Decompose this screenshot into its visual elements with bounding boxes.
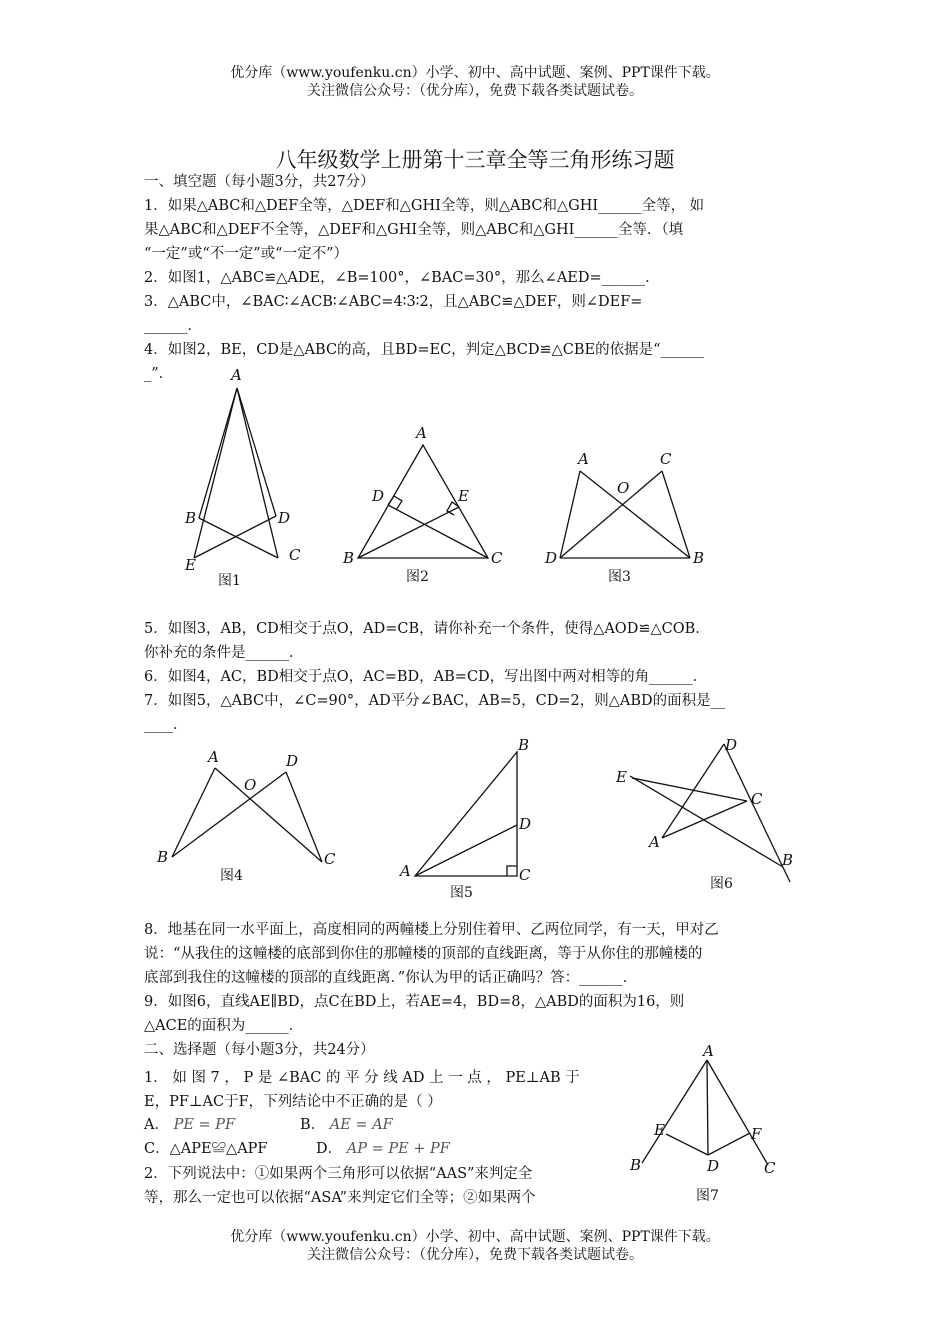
fig6-label-D: D	[725, 736, 738, 754]
fig5-caption: 图5	[450, 885, 473, 901]
figure-6	[610, 730, 810, 900]
q8-line-3: 底部到我住的这幢楼的顶部的直线距离．”你认为甲的话正确吗？答：______．	[144, 970, 638, 986]
fig7-caption: 图7	[696, 1188, 719, 1204]
fig4-line-DC	[286, 772, 322, 862]
fig4-label-D: D	[286, 752, 299, 770]
figure-7	[620, 1040, 800, 1210]
figure-1	[170, 362, 330, 592]
section2-q2	[144, 1162, 618, 1210]
fig2-caption: 图2	[406, 569, 429, 585]
fig3-line-CB	[662, 471, 690, 558]
s2-q2-line-1: 2．下列说法中：①如果两个三角形可以依据“AAS”来判定全	[144, 1166, 533, 1182]
fig1-label-E: E	[185, 556, 196, 574]
option-c: C．△APE≌△APF	[144, 1141, 268, 1157]
fig6-label-B: B	[782, 851, 794, 869]
q9-line-1: 9．如图6，直线AE∥BD，点C在BD上，若AE=4，BD=8，△ABD的面积为16，则	[144, 994, 685, 1010]
option-d-expr: AP = PE + PF	[346, 1141, 450, 1157]
fig4-label-B: B	[157, 848, 169, 866]
q7-line-1: 7．如图5，△ABC中，∠C=90°，AD平分∠BAC，AB=5，CD=2，则△ABD的面积是__	[144, 693, 726, 709]
option-d-label: D．	[316, 1141, 343, 1157]
fig1-caption: 图1	[218, 573, 241, 589]
option-d	[316, 1138, 450, 1160]
section1-block-b	[144, 617, 808, 737]
fig3-caption: 图3	[608, 569, 631, 585]
fig1-line-AD	[237, 388, 276, 516]
s2-q2-line-2: 等，那么一定也可以依据“ASA”来判定它们全等；②如果两个	[144, 1190, 536, 1206]
option-a-expr: PE = PF	[173, 1117, 236, 1133]
fig6-label-C: C	[751, 790, 763, 808]
fig4-label-O: O	[244, 776, 257, 794]
figure-2	[338, 420, 518, 590]
fig7-line-AD	[707, 1060, 708, 1155]
fig3-label-D: D	[545, 549, 558, 567]
fig6-label-A: A	[649, 833, 660, 851]
fig2-label-A: A	[416, 424, 427, 442]
s2-q1-line-1: 1． 如 图 7 ， P 是 ∠BAC 的 平 分 线 AD 上 一 点 ， PE⊥AB 于	[144, 1070, 580, 1086]
fig7-label-B: B	[630, 1156, 642, 1174]
fig7-line-AB	[642, 1060, 707, 1163]
option-a-label: A．	[144, 1117, 169, 1133]
q4-line-1: 4．如图2，BE，CD是△ABC的高，且BD=EC，判定△BCD≌△CBE的依据是“______	[144, 342, 705, 358]
option-b-label: B．	[300, 1117, 326, 1133]
figure-5	[395, 730, 555, 905]
fig3-label-C: C	[660, 450, 672, 468]
fig1-label-A: A	[231, 366, 242, 384]
figure-3	[540, 446, 720, 591]
fig6-label-E: E	[616, 768, 627, 786]
header-line-2: 关注微信公众号：（优分库），免费下载各类试题试卷。	[307, 83, 643, 99]
q5-line-2: 你补充的条件是______．	[144, 645, 304, 661]
fig3-line-AD	[560, 471, 580, 558]
fig3-label-B: B	[693, 549, 705, 567]
fig6-caption: 图6	[710, 876, 733, 892]
fig5-label-A: A	[400, 862, 411, 880]
fig4-label-C: C	[324, 850, 336, 868]
q7-line-2: ____．	[144, 717, 188, 733]
section1-heading: 一、填空题（每小题3分，共27分）	[144, 174, 375, 190]
q3-line-1: 3．△ABC中，∠BAC∶∠ACB∶∠ABC=4∶3∶2，且△ABC≌△DEF，则∠DEF=	[144, 294, 643, 310]
fig5-label-C: C	[519, 866, 531, 884]
fig7-label-D: D	[707, 1157, 720, 1175]
fig4-line-AB	[172, 768, 215, 857]
q5-line-1: 5．如图3，AB，CD相交于点O，AD=CB，请你补充一个条件，使得△AOD≌△COB．	[144, 621, 710, 637]
option-b-expr: AE = AF	[329, 1117, 393, 1133]
figure-4	[150, 740, 350, 890]
fig1-label-D: D	[278, 509, 291, 527]
q9-line-2: △ACE的面积为______．	[144, 1018, 304, 1034]
fig3-label-A: A	[578, 450, 589, 468]
fig7-label-A: A	[703, 1042, 714, 1060]
q8-line-2: 说：“从我住的这幢楼的底部到你住的那幢楼的顶部的直线距离，等于从你住的那幢楼的	[144, 946, 703, 962]
fig1-line-AB	[199, 388, 237, 518]
fig5-line-AD	[415, 825, 517, 876]
page-title: 八年级数学上册第十三章全等三角形练习题	[275, 148, 675, 172]
fig6-line-BD	[724, 744, 790, 882]
page-footer	[0, 1228, 950, 1264]
fig7-label-E: E	[654, 1121, 665, 1139]
fig5-triangle-ABC	[415, 752, 517, 876]
fig3-line-CD	[560, 471, 662, 558]
s2-q1-line-2: E，PF⊥AC于F，下列结论中不正确的是（ ）	[144, 1094, 442, 1110]
footer-line-1: 优分库（www.youfenku.cn）小学、初中、高中试题、案例、PPT课件下载。	[230, 1229, 720, 1245]
q8-line-1: 8．地基在同一水平面上，高度相同的两幢楼上分别住着甲、乙两位同学，有一天，甲对乙	[144, 922, 719, 938]
header-line-1: 优分库（www.youfenku.cn）小学、初中、高中试题、案例、PPT课件下载。	[230, 65, 720, 81]
q6-line: 6．如图4，AC，BD相交于点O，AC=BD，AB=CD，写出图中两对相等的角______．	[144, 669, 708, 685]
q1-line-1: 1．如果△ABC和△DEF全等，△DEF和△GHI全等，则△ABC和△GHI______全等， 如	[144, 198, 705, 214]
fig1-label-C: C	[289, 546, 301, 564]
fig4-line-AC	[215, 768, 322, 862]
fig1-label-B: B	[185, 509, 197, 527]
fig3-label-O: O	[617, 479, 630, 497]
fig7-label-C: C	[764, 1159, 776, 1177]
fig7-line-ED	[666, 1134, 708, 1155]
fig3-line-AB	[580, 471, 690, 558]
section1-block-a	[144, 170, 808, 386]
fig1-line-BC	[199, 518, 278, 558]
footer-line-2: 关注微信公众号：（优分库），免费下载各类试题试卷。	[307, 1247, 643, 1263]
fig4-label-A: A	[208, 748, 219, 766]
fig6-line-EC	[632, 778, 747, 801]
fig7-line-FD	[708, 1133, 750, 1155]
fig7-line-AC	[707, 1060, 768, 1165]
fig2-label-D: D	[372, 487, 385, 505]
fig2-right-angle-D	[388, 496, 402, 510]
fig7-label-F: F	[751, 1125, 762, 1143]
fig2-label-E: E	[458, 487, 469, 505]
option-a	[144, 1114, 235, 1136]
fig1-line-AE	[194, 388, 237, 558]
section2-heading: 二、选择题（每小题3分，共24分）	[144, 1042, 375, 1058]
page-header	[0, 64, 950, 100]
q4-line-2: _”．	[144, 366, 174, 382]
fig5-label-B: B	[518, 736, 530, 754]
q1-line-2: 果△ABC和△DEF不全等，△DEF和△GHI全等，则△ABC和△GHI______全等．（填	[144, 222, 684, 238]
fig2-label-B: B	[343, 549, 355, 567]
fig5-right-angle-C	[507, 866, 517, 876]
fig2-label-C: C	[491, 549, 503, 567]
q3-line-2: ______．	[144, 318, 202, 334]
fig5-label-D: D	[519, 815, 532, 833]
fig4-caption: 图4	[220, 868, 243, 884]
option-b	[300, 1114, 393, 1136]
q2-line: 2．如图1，△ABC≌△ADE，∠B=100°，∠BAC=30°，那么∠AED=______．	[144, 270, 660, 286]
q1-line-3: “一定”或“不一定”或“一定不”）	[144, 246, 348, 262]
section2-q1	[144, 1066, 614, 1114]
